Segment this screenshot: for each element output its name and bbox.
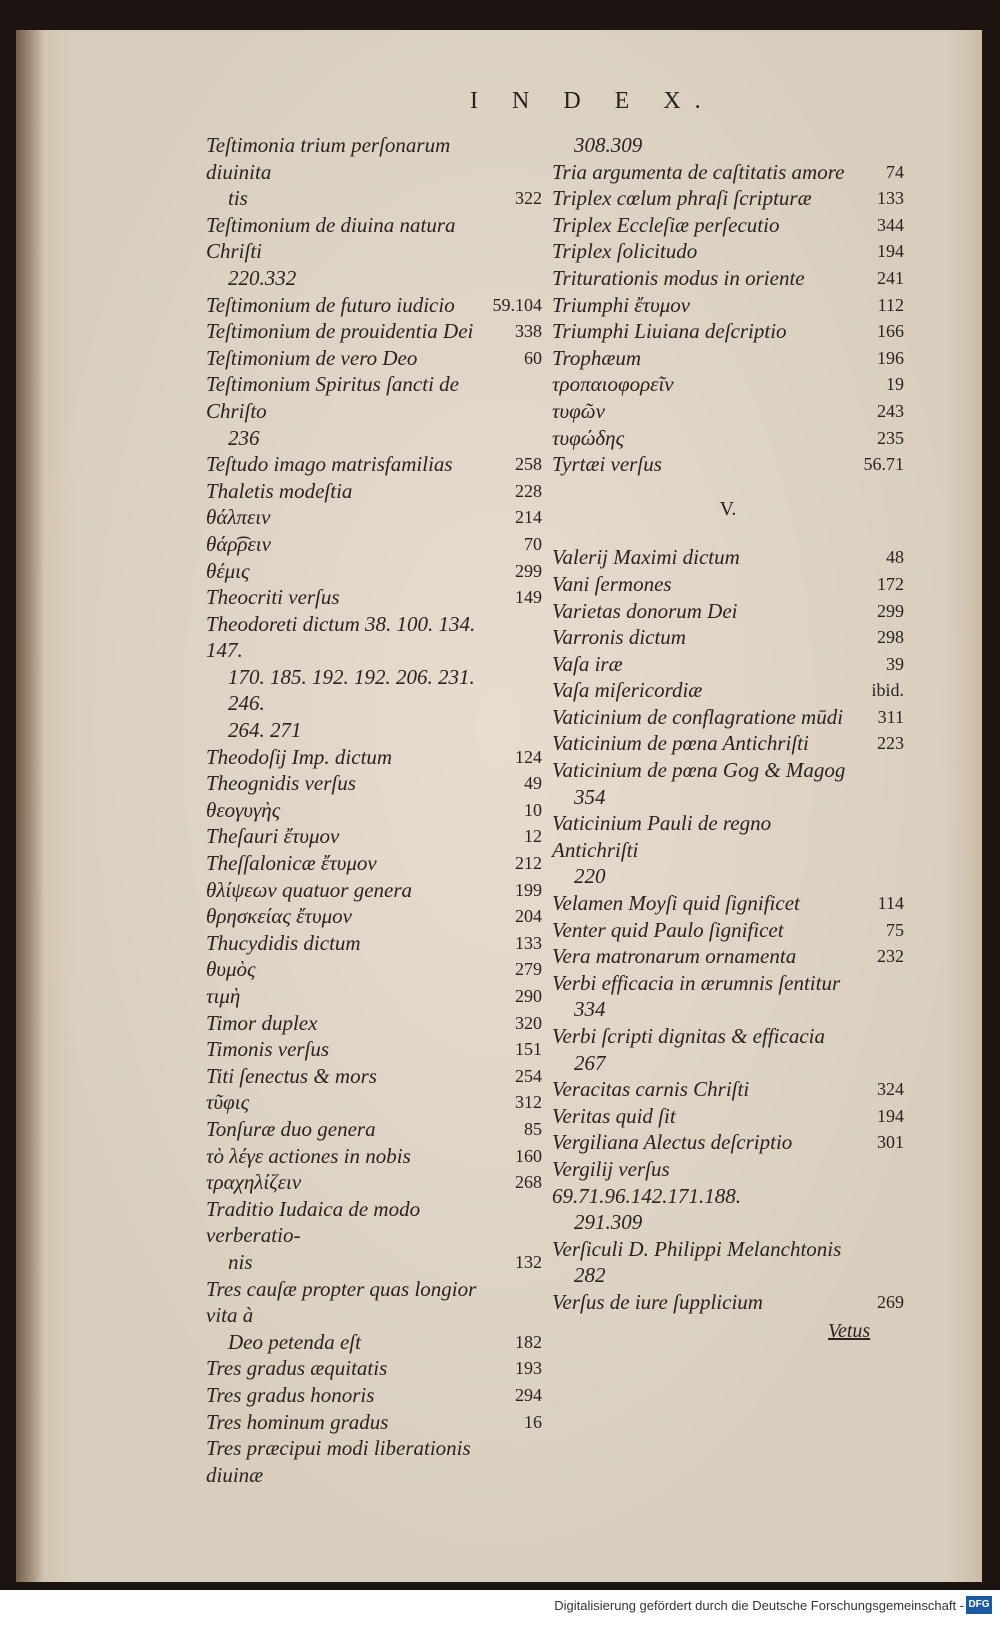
entry-text: Vergilij verſus 69.71.96.142.171.188. — [552, 1156, 741, 1208]
entry-text: θάρ͡ρειν — [206, 531, 271, 556]
entry-text: 267 — [574, 1050, 606, 1075]
entry-text: 264. 271 — [228, 718, 302, 743]
entry-page-number: 214 — [515, 507, 542, 528]
entry-text: Tyrtæi verſus — [552, 452, 662, 477]
entry-text: 291.309 — [574, 1210, 643, 1235]
index-entry — [552, 1050, 904, 1077]
entry-text: 354 — [574, 784, 606, 809]
entry-text: 308.309 — [574, 133, 643, 157]
entry-page-number: 149 — [515, 587, 542, 608]
index-entry — [552, 571, 904, 598]
entry-page-number: 311 — [877, 706, 904, 727]
index-entry — [552, 159, 904, 186]
entry-text: Triplex cœlum phraſi ſcripturæ — [552, 186, 812, 211]
entry-page-number: 151 — [515, 1039, 542, 1060]
index-entry — [206, 425, 542, 452]
entry-page-number: 338 — [515, 321, 542, 342]
index-entry — [206, 1409, 542, 1436]
entry-text: Verbi efficacia in ærumnis ſentitur — [552, 970, 841, 995]
index-entry — [552, 185, 904, 212]
index-entry — [552, 1076, 904, 1103]
entry-text: Veritas quid ſit — [552, 1103, 676, 1128]
entry-text: Tonſuræ duo genera — [206, 1116, 376, 1141]
entry-page-number: 10 — [524, 799, 542, 820]
entry-page-number: 312 — [515, 1092, 542, 1113]
entry-text: nis — [228, 1249, 253, 1274]
index-entry — [206, 584, 542, 611]
entry-text: Timonis verſus — [206, 1037, 330, 1062]
index-column-right — [552, 132, 904, 1316]
entry-text: Tres gradus æquitatis — [206, 1356, 388, 1381]
entry-text: 220 — [574, 864, 606, 889]
entry-text: θυμὸς — [206, 957, 256, 982]
index-entry — [552, 371, 904, 398]
entry-page-number: 258 — [515, 454, 542, 475]
index-entry — [552, 996, 904, 1023]
entry-text: Teſtimonium de futuro iudicio — [206, 292, 455, 317]
index-entry — [552, 398, 904, 425]
entry-text: θεογυγὴς — [206, 797, 281, 822]
entry-text: Teſtimonium Spiritus ſancti de Chriſto — [206, 372, 459, 423]
entry-page-number: 19 — [886, 374, 904, 395]
entry-page-number: 279 — [515, 959, 542, 980]
index-entry — [206, 371, 542, 424]
entry-page-number: 254 — [515, 1065, 542, 1086]
entry-text: Venter quid Paulo ſignificet — [552, 917, 784, 942]
index-entry — [552, 318, 904, 345]
index-entry — [206, 185, 542, 212]
entry-text: τυφώδης — [552, 425, 625, 450]
entry-text: θλίψεων quatuor genera — [206, 877, 413, 902]
index-entry — [206, 823, 542, 850]
index-entry — [552, 1156, 904, 1209]
index-entry — [206, 265, 542, 292]
index-entry — [206, 664, 542, 717]
index-entry — [206, 903, 542, 930]
index-entry — [552, 784, 904, 811]
index-entries-t — [552, 132, 904, 478]
entry-text: Verſus de iure ſupplicium — [552, 1289, 763, 1314]
index-entry — [206, 611, 542, 664]
entry-text: τυφῶν — [552, 398, 605, 423]
index-entry — [206, 744, 542, 771]
entry-text: Valerij Maximi dictum — [552, 545, 740, 570]
index-entry — [552, 810, 904, 863]
entry-text: Titi ſenectus & mors — [206, 1063, 377, 1088]
entry-text: τροπαιοφορεῖν — [552, 372, 674, 397]
entry-page-number: 212 — [515, 853, 542, 874]
entry-page-number: 182 — [515, 1331, 542, 1352]
entry-text: Vaticinium Pauli de regno Antichriſti — [552, 811, 772, 862]
index-entry — [552, 1129, 904, 1156]
entry-text: 282 — [574, 1263, 606, 1288]
entry-text: τὸ λέγε actiones in nobis — [206, 1143, 411, 1168]
index-entry — [206, 877, 542, 904]
entry-text: θρησκείας ἔτυμον — [206, 904, 352, 929]
index-entry — [206, 345, 542, 372]
entry-text: Teſtimonium de diuina natura Chriſti — [206, 212, 456, 264]
entry-text: τραχηλίζειν — [206, 1170, 302, 1195]
entry-page-number: 133 — [515, 932, 542, 953]
entry-text: Thaletis modeſtia — [206, 478, 353, 503]
entry-text: tis — [228, 186, 248, 211]
index-entry — [552, 1103, 904, 1130]
entry-text: Timor duplex — [206, 1010, 318, 1035]
entry-page-number: 85 — [524, 1118, 542, 1139]
entry-page-number: 60 — [524, 347, 542, 368]
entry-text: Verſiculi D. Philippi Melanchtonis — [552, 1236, 842, 1261]
index-entry — [552, 890, 904, 917]
index-entry — [206, 132, 542, 185]
entry-text: τῦφις — [206, 1090, 250, 1115]
index-entry — [206, 478, 542, 505]
entry-page-number: 172 — [877, 573, 904, 594]
index-entry — [206, 797, 542, 824]
index-entry — [552, 544, 904, 571]
index-entry — [552, 212, 904, 239]
entry-page-number: 194 — [877, 241, 904, 262]
index-entry — [552, 1289, 904, 1316]
footer-credit: Digitalisierung gefördert durch die Deutsche Forschungsgemeinschaft - — [554, 1598, 964, 1613]
entry-text: Vergiliana Alectus deſcriptio — [552, 1130, 793, 1155]
entry-text: Tres cauſæ propter quas longior vita à — [206, 1276, 477, 1328]
index-entry — [552, 345, 904, 372]
entry-text: Theocriti verſus — [206, 585, 340, 610]
index-entry — [552, 757, 904, 784]
index-entry — [206, 531, 542, 558]
index-entry — [552, 624, 904, 651]
index-entry — [206, 1089, 542, 1116]
index-entry — [206, 1063, 542, 1090]
entry-text: 170. 185. 192. 192. 206. 231. 246. — [228, 664, 475, 716]
entry-text: Veracitas carnis Chriſti — [552, 1077, 750, 1102]
entry-text: Theognidis verſus — [206, 771, 356, 796]
index-entry — [552, 598, 904, 625]
index-entry — [206, 850, 542, 877]
index-entry — [206, 1169, 542, 1196]
entry-page-number: 204 — [515, 906, 542, 927]
index-entry — [552, 917, 904, 944]
entry-page-number: 268 — [515, 1172, 542, 1193]
entry-text: 220.332 — [228, 265, 297, 290]
entry-text: Tres gradus honoris — [206, 1382, 375, 1407]
entry-text: Theodoſij Imp. dictum — [206, 744, 393, 769]
spine-shadow — [16, 30, 44, 1582]
index-entry — [552, 677, 904, 704]
entry-page-number: 232 — [877, 946, 904, 967]
entry-page-number: 75 — [886, 919, 904, 940]
entry-page-number: 16 — [524, 1411, 542, 1432]
index-entry — [206, 930, 542, 957]
entry-page-number: 56.71 — [863, 454, 904, 475]
entry-page-number: 243 — [877, 400, 904, 421]
index-entry — [206, 956, 542, 983]
entry-text: Triturationis modus in oriente — [552, 265, 805, 290]
entry-text: Varronis dictum — [552, 625, 686, 650]
index-entry — [206, 558, 542, 585]
entry-page-number: 269 — [877, 1291, 904, 1312]
entry-page-number: 294 — [515, 1384, 542, 1405]
entry-page-number: 324 — [877, 1079, 904, 1100]
index-entry — [552, 704, 904, 731]
running-head: I N D E X. — [470, 88, 715, 114]
entry-text: Theodoreti dictum 38. 100. 134. 147. — [206, 611, 476, 663]
entry-page-number: ibid. — [871, 680, 904, 701]
index-entry — [552, 1262, 904, 1289]
index-entry — [552, 265, 904, 292]
entry-page-number: 12 — [524, 826, 542, 847]
entry-page-number: 290 — [515, 986, 542, 1006]
index-entry — [206, 318, 542, 345]
entry-text: Tria argumenta de caſtitatis amore — [552, 159, 845, 184]
entry-text: Tres hominum gradus — [206, 1409, 389, 1434]
index-entry — [552, 1209, 904, 1236]
entry-page-number: 199 — [515, 879, 542, 900]
entry-page-number: 112 — [877, 294, 904, 315]
index-entry — [552, 1023, 904, 1050]
entry-page-number: 299 — [877, 600, 904, 621]
entry-page-number: 70 — [524, 533, 542, 554]
index-entry — [206, 212, 542, 265]
entry-text: Triplex ſolicitudo — [552, 239, 698, 264]
entry-page-number: 344 — [877, 214, 904, 235]
index-entry — [552, 451, 904, 478]
index-entry — [206, 504, 542, 531]
entry-page-number: 160 — [515, 1145, 542, 1166]
index-entry — [206, 1435, 542, 1488]
section-letter: V. — [719, 497, 737, 520]
index-entry — [206, 1116, 542, 1143]
index-entry — [206, 770, 542, 797]
entry-text: Vaticinium de conflagratione mūdi — [552, 704, 844, 729]
entry-page-number: 74 — [886, 161, 904, 182]
entry-text: Trophæum — [552, 345, 642, 370]
entry-page-number: 301 — [877, 1132, 904, 1153]
entry-text: θέμις — [206, 558, 250, 583]
index-column-left — [206, 132, 542, 1488]
index-entry — [206, 1329, 542, 1356]
index-entry — [552, 292, 904, 319]
entry-text: Vaticinium de pœna Gog & Magog — [552, 758, 846, 783]
entry-page-number: 194 — [877, 1105, 904, 1126]
entry-page-number: 114 — [877, 893, 904, 914]
entry-text: Teſtimonium de prouidentia Dei — [206, 319, 474, 344]
entry-page-number: 124 — [515, 746, 542, 767]
index-entry — [206, 451, 542, 478]
index-entry — [206, 1036, 542, 1063]
entry-page-number: 132 — [515, 1251, 542, 1272]
index-entry — [552, 425, 904, 452]
entry-page-number: 228 — [515, 480, 542, 501]
entry-text: Triumphi ἔτυμον — [552, 292, 691, 317]
entry-text: 236 — [228, 425, 260, 450]
entry-text: Theſſalonicæ ἔτυμον — [206, 851, 377, 876]
entry-page-number: 299 — [515, 560, 542, 581]
entry-text: Triumphi Liuiana deſcriptio — [552, 319, 787, 344]
index-entry — [552, 651, 904, 678]
entry-page-number: 223 — [877, 733, 904, 754]
entry-page-number: 196 — [877, 347, 904, 368]
entry-page-number: 166 — [877, 321, 904, 342]
entry-page-number: 322 — [515, 188, 542, 209]
entry-page-number: 133 — [877, 188, 904, 209]
entry-page-number: 59.104 — [492, 294, 542, 315]
entry-text: Teſtudo imago matrisfamilias — [206, 452, 453, 477]
index-entry — [206, 1355, 542, 1382]
index-entry — [206, 983, 542, 1010]
index-entry — [206, 292, 542, 319]
index-entry — [206, 717, 542, 744]
entry-text: Vani ſermones — [552, 571, 672, 596]
entry-page-number: 49 — [524, 773, 542, 794]
index-entry — [206, 1382, 542, 1409]
index-entry — [552, 730, 904, 757]
index-entry — [206, 1143, 542, 1170]
entry-text: Vaſa iræ — [552, 651, 623, 676]
index-entry — [206, 1196, 542, 1249]
entry-page-number: 193 — [515, 1358, 542, 1379]
entry-text: Teſtimonia trium perſonarum diuinita — [206, 133, 451, 184]
entry-text: Teſtimonium de vero Deo — [206, 345, 418, 370]
index-entry — [552, 1236, 904, 1263]
index-entry — [206, 1249, 542, 1276]
entry-text: Varietas donorum Dei — [552, 598, 738, 623]
index-entry — [552, 238, 904, 265]
entry-text: Thucydidis dictum — [206, 930, 361, 955]
entry-text: 334 — [574, 997, 606, 1022]
entry-text: Deo petenda eſt — [228, 1329, 361, 1354]
entry-text: θάλπειν — [206, 505, 271, 530]
entry-text: Theſauri ἔτυμον — [206, 824, 340, 849]
entry-text: Vaticinium de pœna Antichriſti — [552, 731, 809, 756]
entry-text: Traditio Iudaica de modo verberatio- — [206, 1196, 421, 1248]
entry-page-number: 235 — [877, 427, 904, 448]
index-entry — [206, 1276, 542, 1329]
index-entry — [552, 132, 904, 159]
entry-page-number: 320 — [515, 1012, 542, 1033]
index-entry — [552, 863, 904, 890]
entry-text: τιμὴ — [206, 984, 241, 1008]
entry-text: Triplex Eccleſiæ perſecutio — [552, 212, 780, 237]
entry-page-number: 298 — [877, 627, 904, 648]
entry-page-number: 39 — [886, 653, 904, 674]
entry-page-number: 48 — [886, 547, 904, 568]
index-entry — [206, 1010, 542, 1037]
index-entry — [552, 943, 904, 970]
entry-text: Velamen Moyſi quid ſignificet — [552, 891, 800, 916]
dfg-logo: DFG — [966, 1596, 992, 1614]
index-entries-v — [552, 544, 904, 1315]
entry-text: Vera matronarum ornamenta — [552, 944, 797, 969]
catchword: Vetus — [828, 1320, 871, 1342]
entry-page-number: 241 — [877, 267, 904, 288]
index-entry — [552, 970, 904, 997]
entry-text: Verbi ſcripti dignitas & efficacia — [552, 1024, 825, 1048]
entry-text: Tres præcipui modi liberationis diuinæ — [206, 1436, 471, 1487]
entry-text: Vaſa miſericordiæ — [552, 678, 703, 703]
